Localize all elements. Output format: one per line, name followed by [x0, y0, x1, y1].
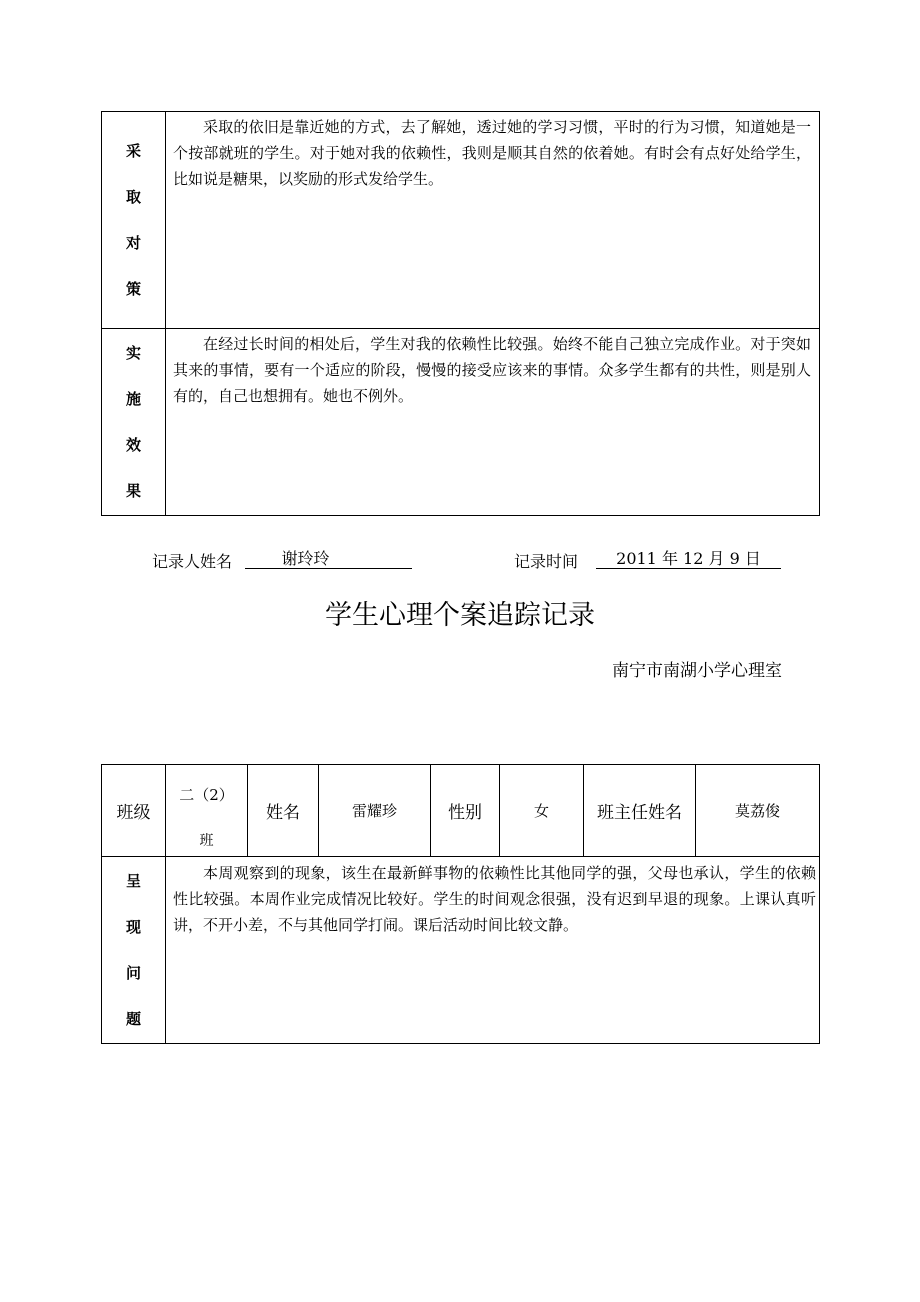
teacher-value: 莫荔俊 — [696, 765, 820, 857]
strategy-label-char: 对 — [125, 233, 141, 252]
strategy-content: 采取的依旧是靠近她的方式，去了解她，透过她的学习习惯，平时的行为习惯，知道她是一个按部就班的学生。对于她对我的依赖性，我则是顺其自然的依着她。有时会有点好处给学生，比如说是糖果，以奖励的形式发给学生。 — [166, 112, 820, 329]
class-value-line1: 二（2） — [179, 786, 234, 804]
problem-label-char: 现 — [125, 917, 141, 936]
strategy-effect-table — [101, 111, 820, 516]
recorder-name-text: 谢玲玲 — [281, 549, 330, 568]
recorder-label: 记录人姓名 — [152, 552, 233, 571]
problem-row — [102, 857, 820, 1044]
teacher-label: 班主任姓名 — [584, 765, 696, 857]
effect-content: 在经过长时间的相处后，学生对我的依赖性比较强。始终不能自己独立完成作业。对于突如其来的事情，要有一个适应的阶段，慢慢的接受应该来的事情。众多学生都有的共性，则是别人有的，自己也想拥有。她也不例外。 — [166, 329, 820, 516]
effect-label-char: 果 — [125, 481, 141, 500]
effect-label — [102, 329, 166, 516]
strategy-label-char: 策 — [125, 279, 141, 298]
strategy-label-char: 采 — [125, 141, 141, 160]
recorder-name — [245, 549, 412, 569]
problem-label-char: 题 — [125, 1009, 141, 1028]
student-record-table — [101, 764, 820, 1044]
problem-label-char: 问 — [125, 963, 141, 982]
effect-label-char: 实 — [125, 343, 141, 362]
organization: 南宁市南湖小学心理室 — [612, 661, 782, 681]
effect-label-char: 效 — [125, 435, 141, 454]
strategy-label — [102, 112, 166, 329]
class-value — [166, 765, 248, 857]
effect-label-char: 施 — [125, 389, 141, 408]
gender-value: 女 — [500, 765, 584, 857]
problem-label-char: 呈 — [125, 871, 141, 890]
name-label: 姓名 — [248, 765, 319, 857]
record-time-label: 记录时间 — [514, 552, 579, 571]
header-row — [102, 765, 820, 857]
class-value-line2: 班 — [199, 833, 214, 849]
strategy-row — [102, 112, 820, 329]
effect-row — [102, 329, 820, 516]
name-value: 雷耀珍 — [319, 765, 431, 857]
gender-label: 性别 — [431, 765, 500, 857]
problem-content: 本周观察到的现象，该生在最新鲜事物的依赖性比其他同学的强，父母也承认，学生的依赖性比较强。本周作业完成情况比较好。学生的时间观念很强，没有迟到早退的现象。上课认真听讲，不开小差，不与其他同学打闹。课后活动时间比较文静。 — [166, 857, 820, 1044]
page-title: 学生心理个案追踪记录 — [325, 600, 595, 631]
strategy-label-char: 取 — [125, 187, 141, 206]
class-label: 班级 — [102, 765, 166, 857]
problem-label — [102, 857, 166, 1044]
record-time-value: 2011 年 12 月 9 日 — [596, 549, 781, 569]
